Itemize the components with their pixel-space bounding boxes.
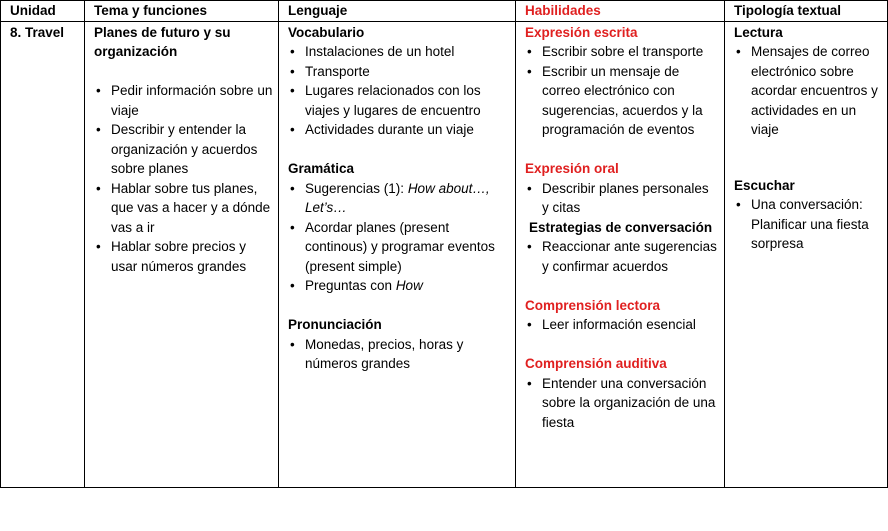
lectura-list xyxy=(734,42,882,140)
header-tipologia: Tipología textual xyxy=(725,1,888,22)
list-item: • Describir planes personales y citas xyxy=(525,179,719,218)
vocabulario-list xyxy=(288,42,510,140)
estrategias-list xyxy=(525,237,719,276)
list-item: • Escribir un mensaje de correo electrónico con sugerencias, acuerdos y la programación de eventos xyxy=(525,62,719,140)
escuchar-heading: Escuchar xyxy=(734,177,795,193)
list-item: • Escribir sobre el transporte xyxy=(525,42,719,62)
lectora-heading: Comprensión lectora xyxy=(525,297,661,313)
gramatica-heading: Gramática xyxy=(288,161,355,176)
list-item: • Actividades durante un viaje xyxy=(288,120,510,140)
list-item: • Mensajes de correo electrónico sobre acordar encuentros y actividades en un viaje xyxy=(734,42,882,140)
list-item: • Una conversación: Planificar una fiesta sorpresa xyxy=(734,195,882,254)
list-item: • Instalaciones de un hotel xyxy=(288,42,510,62)
list-item: • Transporte xyxy=(288,62,510,82)
auditiva-heading: Comprensión auditiva xyxy=(525,356,667,371)
list-item: • Hablar sobre precios y usar números grandes xyxy=(94,237,273,276)
habilidades-cell xyxy=(516,21,725,487)
lectura-heading: Lectura xyxy=(734,24,783,40)
oral-list xyxy=(525,179,719,218)
list-item xyxy=(288,179,510,218)
header-unidad: Unidad xyxy=(1,1,85,22)
gramatica-item-text: Sugerencias (1): xyxy=(305,180,408,196)
vocabulario-heading: Vocabulario xyxy=(288,24,365,40)
gramatica-item-example: How xyxy=(395,278,423,293)
gramatica-list xyxy=(288,179,510,296)
tipologia-cell xyxy=(725,21,888,487)
tema-cell xyxy=(85,21,279,487)
auditiva-list xyxy=(525,374,719,433)
list-item: • Acordar planes (present continous) y programar eventos (present simple) xyxy=(288,218,510,277)
unidad-cell: 8. Travel xyxy=(1,21,85,487)
header-habilidades: Habilidades xyxy=(516,1,725,22)
header-row xyxy=(1,1,888,22)
gramatica-item-example: How about…, Let’s… xyxy=(305,180,490,215)
list-item: • Lugares relacionados con los viajes y lugares de encuentro xyxy=(288,81,510,120)
escuchar-list xyxy=(734,195,882,254)
pronunciacion-heading: Pronunciación xyxy=(288,317,382,332)
list-item xyxy=(288,276,510,296)
lenguaje-cell xyxy=(279,21,516,487)
tema-heading: Planes de futuro y su organización xyxy=(94,24,231,59)
estrategias-heading: Estrategias de conversación xyxy=(529,219,713,235)
list-item: • Entender una conversación sobre la organización de una fiesta xyxy=(525,374,719,433)
header-lenguaje: Lenguaje xyxy=(279,1,516,22)
escrita-list xyxy=(525,42,719,140)
list-item: • Hablar sobre tus planes, que vas a hacer y a dónde vas a ir xyxy=(94,179,273,238)
list-item: • Monedas, precios, horas y números grandes xyxy=(288,335,510,374)
gramatica-item-text: Preguntas con xyxy=(305,278,396,293)
pronunciacion-list xyxy=(288,335,510,374)
unit-row xyxy=(1,21,888,487)
list-item: • Pedir información sobre un viaje xyxy=(94,81,273,120)
tema-list xyxy=(94,81,273,276)
lectora-list xyxy=(525,315,719,335)
oral-heading: Expresión oral xyxy=(525,161,619,176)
list-item: • Describir y entender la organización y acuerdos sobre planes xyxy=(94,120,273,179)
escrita-heading: Expresión escrita xyxy=(525,24,638,40)
list-item: • Leer información esencial xyxy=(525,315,719,335)
header-tema: Tema y funciones xyxy=(85,1,279,22)
list-item: • Reaccionar ante sugerencias y confirmar acuerdos xyxy=(525,237,719,276)
